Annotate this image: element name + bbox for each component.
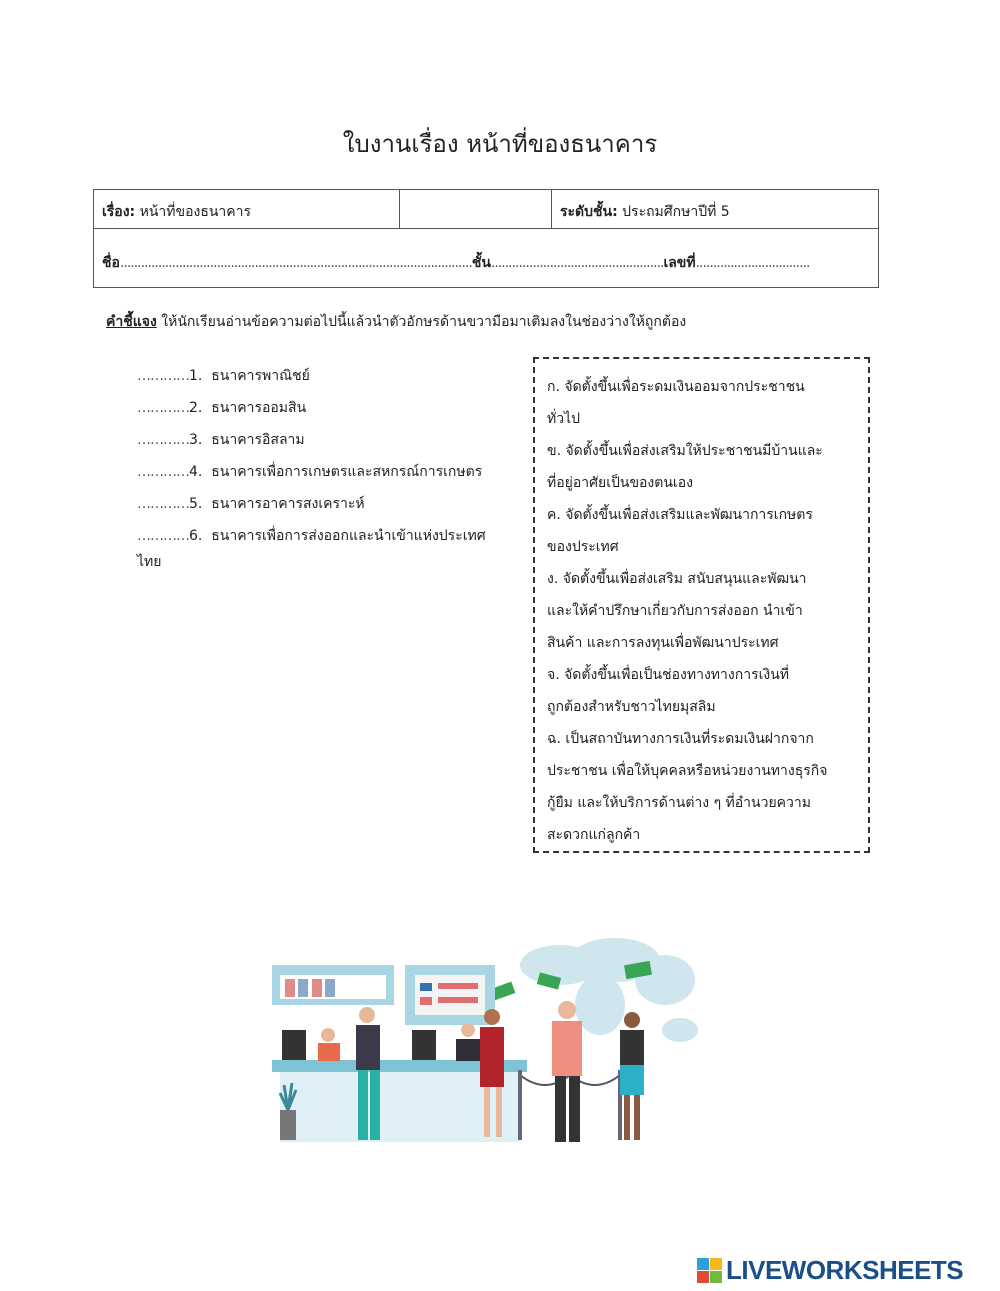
question-number: 5. — [189, 496, 203, 512]
directions-text: ให้นักเรียนอ่านข้อความต่อไปนี้แล้วนำตัวอักษรด้านขวามือมาเติมลงในช่องว่างให้ถูกต้อง — [161, 314, 687, 330]
choice-line: ที่อยู่อาศัยเป็นของตนเอง — [547, 475, 693, 491]
question-number: 6. — [189, 528, 203, 544]
question-item — [137, 397, 517, 429]
page-title: ใบงานเรื่อง หน้าที่ของธนาคาร — [342, 130, 658, 158]
brand-name[interactable]: LIVEWORKSHEETS — [726, 1255, 964, 1285]
number-blank[interactable]: ................................. — [695, 255, 810, 271]
choice-line: จ. จัดตั้งขึ้นเพื่อเป็นช่องทางทางการเงินที่ — [547, 667, 790, 683]
choice-line: ของประเทศ — [547, 539, 619, 555]
question-number: 3. — [189, 432, 203, 448]
choice-line: ค. จัดตั้งขึ้นเพื่อส่งเสริมและพัฒนาการเกษตร — [547, 507, 813, 523]
name-blank[interactable]: ...................................................................................................... — [119, 255, 472, 271]
question-text: ธนาคารพาณิชย์ — [211, 368, 310, 384]
question-text: ธนาคารอิสลาม — [211, 432, 305, 448]
choice-line: สินค้า และการลงทุนเพื่อพัฒนาประเทศ — [547, 635, 779, 651]
question-number: 4. — [189, 464, 203, 480]
answer-blank[interactable]: ………… — [137, 368, 189, 384]
class-blank[interactable]: .................................................. — [490, 255, 664, 271]
monitor — [412, 1030, 436, 1060]
question-number: 2. — [189, 400, 203, 416]
directions-label: คำชี้แจง — [106, 314, 157, 330]
info-row-topic — [94, 190, 878, 229]
grade-cell — [560, 201, 730, 223]
answer-blank[interactable]: ………… — [137, 496, 189, 512]
answer-blank[interactable]: ………… — [137, 400, 189, 416]
choice-line: กู้ยืม และให้บริการด้านต่าง ๆ ที่อำนวยความ — [547, 795, 811, 811]
bank-illustration — [270, 935, 710, 1150]
question-text: ธนาคารเพื่อการส่งออกและนำเข้าแห่งประเทศ — [211, 528, 486, 544]
question-item — [137, 365, 517, 397]
question-continuation: ไทย — [137, 554, 162, 570]
name-label: ชื่อ — [102, 255, 120, 271]
choice-line: ง. จัดตั้งขึ้นเพื่อส่งเสริม สนับสนุนและพัฒนา — [547, 571, 807, 587]
number-label: เลขที่ — [663, 255, 696, 271]
topic-value: หน้าที่ของธนาคาร — [139, 204, 252, 220]
choice-line: และให้คำปรึกษาเกี่ยวกับการส่งออก นำเข้า — [547, 603, 803, 619]
choice-line: ก. จัดตั้งขึ้นเพื่อระดมเงินออมจากประชาชน — [547, 379, 805, 395]
class-label: ชั้น — [471, 255, 491, 271]
name-row — [102, 252, 809, 274]
grade-label: ระดับชั้น: — [560, 204, 618, 220]
question-item — [137, 429, 517, 461]
monitor — [282, 1030, 306, 1060]
choice-line: สะดวกแก่ลูกค้า — [547, 827, 641, 843]
answer-blank[interactable]: ………… — [137, 464, 189, 480]
topic-label: เรื่อง: — [102, 204, 136, 220]
choice-line: ทั่วไป — [547, 411, 581, 427]
directions — [106, 311, 686, 333]
info-table — [93, 189, 879, 288]
question-item — [137, 493, 517, 525]
choice-line: ฉ. เป็นสถาบันทางการเงินที่ระดมเงินฝากจาก — [547, 731, 814, 747]
question-text: ธนาคารเพื่อการเกษตรและสหกรณ์การเกษตร — [211, 464, 483, 480]
topic-cell — [102, 201, 251, 223]
cell-divider — [551, 190, 552, 228]
question-text: ธนาคารออมสิน — [211, 400, 307, 416]
choice-line: ประชาชน เพื่อให้บุคคลหรือหน่วยงานทางธุรกิจ — [547, 763, 828, 779]
choices-box — [533, 357, 870, 853]
question-number: 1. — [189, 368, 203, 384]
question-text: ธนาคารอาคารสงเคราะห์ — [211, 496, 365, 512]
world-map — [520, 938, 698, 1042]
liveworksheets-logo-icon — [697, 1258, 723, 1284]
cell-divider — [399, 190, 400, 228]
answer-blank[interactable]: ………… — [137, 528, 189, 544]
choice-line: ข. จัดตั้งขึ้นเพื่อส่งเสริมให้ประชาชนมีบ้านและ — [547, 443, 823, 459]
answer-blank[interactable]: ………… — [137, 432, 189, 448]
choice-line: ถูกต้องสำหรับชาวไทยมุสลิม — [547, 699, 716, 715]
question-list — [137, 365, 517, 573]
question-item — [137, 461, 517, 493]
grade-value: ประถมศึกษาปีที่ 5 — [622, 204, 730, 220]
